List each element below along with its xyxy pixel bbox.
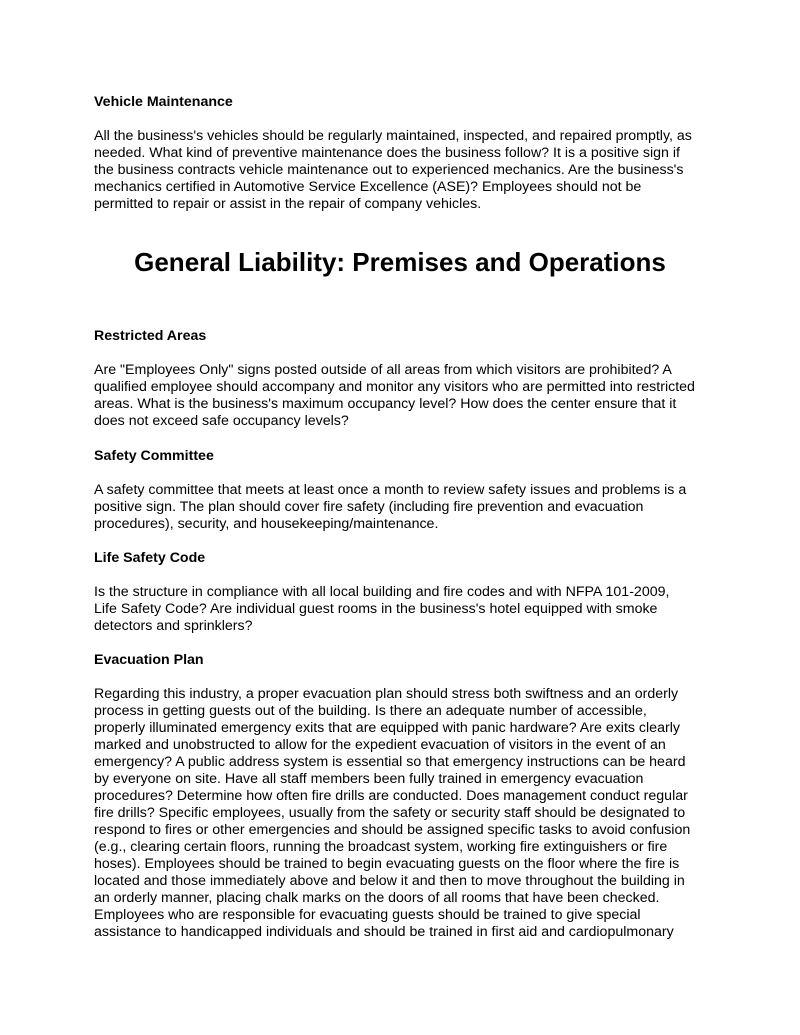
vehicle-maintenance-heading: Vehicle Maintenance [94, 94, 233, 110]
evacuation-plan-body: Regarding this industry, a proper evacuation plan should stress both swiftness and an orderly process in getting guests out of the building. Is there an adequate number of accessible, properly illuminated emergency exits that are equipped with panic hardware? Are exits clearly marked and unobstructed to allow for the expedient evacuation of visitors in the event of an emergency? A public address system is essential so that emergency instructions can be heard by everyone on site. Have all staff members been fully trained in emergency evacuation procedures? Determine how often fire drills are conducted. Does management conduct regular fire drills? Specific employees, usually from the safety or security staff should be designated to respond to fires or other emergencies and should be assigned specific tasks to avoid confusion (e.g., clearing certain floors, running the broadcast system, working fire extinguishers or fire hoses). Employees should be trained to begin evacuating guests on the floor where the fire is located and those immediately above and below it and then to move throughout the building in an orderly manner, placing chalk marks on the doors of all rooms that have been checked. Employees who are responsible for evacuating guests should be trained to give special assistance to handicapped individuals and should be trained in first aid and cardiopulmonary [94, 686, 691, 940]
safety-committee-heading: Safety Committee [94, 448, 214, 464]
page-title: General Liability: Premises and Operations [134, 247, 666, 277]
restricted-areas-body: Are "Employees Only" signs posted outside of all areas from which visitors are prohibited? A qualified employee should accompany and monitor any visitors who are permitted into restricted areas. What is the business's maximum occupancy level? How does the center ensure that it does not exceed safe occupancy levels? [94, 362, 695, 429]
safety-committee-body: A safety committee that meets at least once a month to review safety issues and problems is a positive sign. The plan should cover fire safety (including fire prevention and evacuation procedures), security, and housekeeping/maintenance. [94, 482, 687, 532]
vehicle-maintenance-body: All the business's vehicles should be regularly maintained, inspected, and repaired promptly, as needed. What kind of preventive maintenance does the business follow? It is a positive sign if the business contracts vehicle maintenance out to experienced mechanics. Are the business's mechanics certified in Automotive Service Excellence (ASE)? Employees should not be permitted to repair or assist in the repair of company vehicles. [94, 128, 692, 212]
restricted-areas-heading: Restricted Areas [94, 328, 207, 344]
life-safety-code-heading: Life Safety Code [94, 550, 206, 566]
evacuation-plan-heading: Evacuation Plan [94, 652, 204, 668]
life-safety-code-body: Is the structure in compliance with all local building and fire codes and with NFPA 101-2009, Life Safety Code? Are individual guest rooms in the business's hotel equipped with smoke detectors and sprinklers? [94, 584, 670, 634]
